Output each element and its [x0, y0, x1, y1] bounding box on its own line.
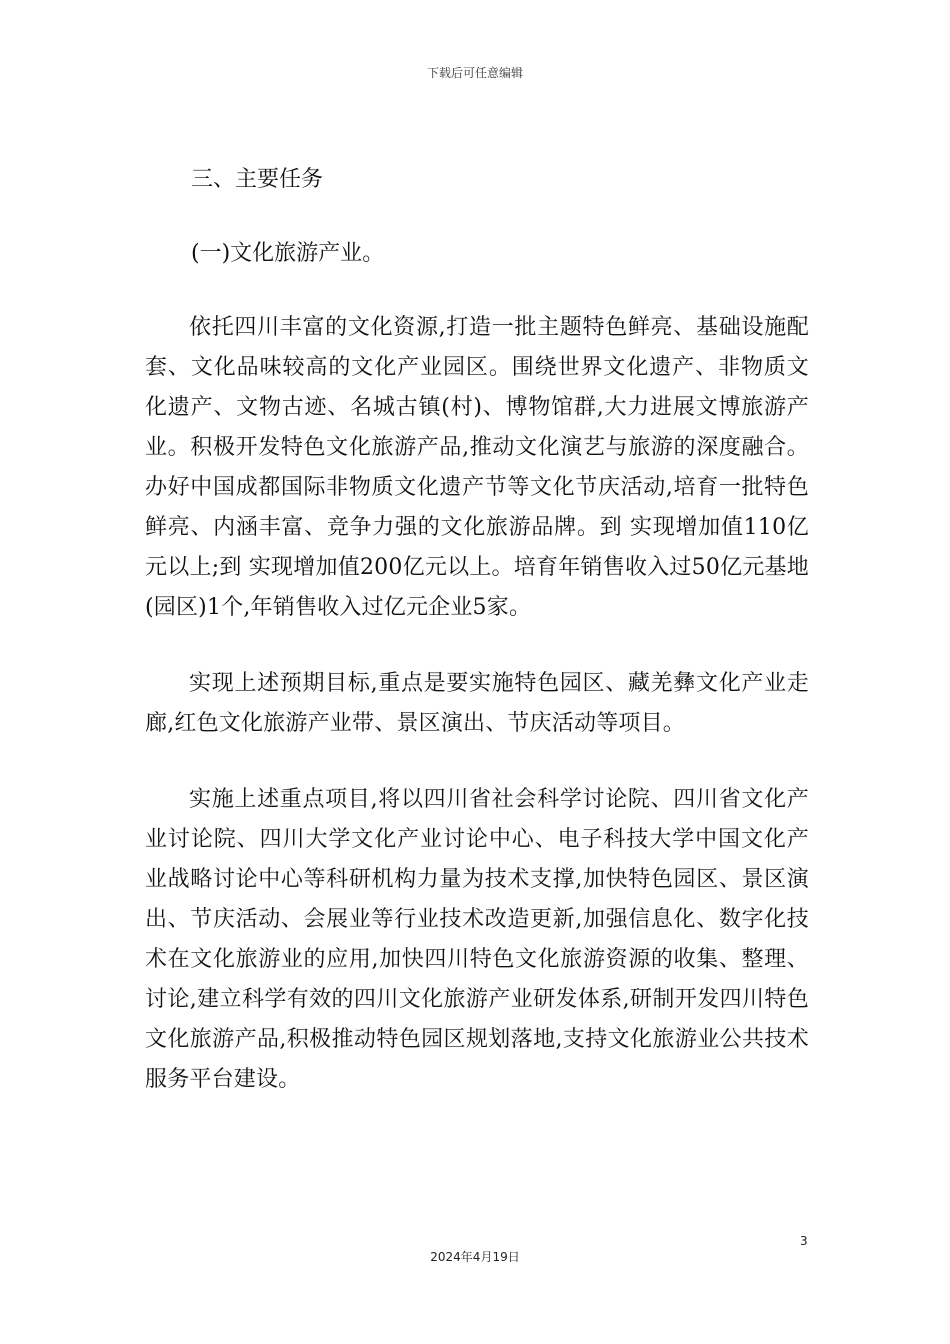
paragraph-3: 实施上述重点项目,将以四川省社会科学讨论院、四川省文化产业讨论院、四川大学文化产业讨论中心、电子科技大学中国文化产业战略讨论中心等科研机构力量为技术支撑,加快特色园区、景区演出、节庆活动、会展业等行业技术改造更新,加强信息化、数字化技术在文化旅游业的应用,加快四川特色文化旅游资源的收集、整理、讨论,建立科学有效的四川文化旅游产业研发体系,研制开发四川特色文化旅游产品,积极推动特色园区规划落地,支持文化旅游业公共技术服务平台建设。 [145, 787, 809, 1092]
page-header-note: 下载后可任意编辑 [426, 66, 523, 80]
document-body [145, 160, 809, 1136]
paragraph-2: 实现上述预期目标,重点是要实施特色园区、藏羌彝文化产业走廊,红色文化旅游产业带、景区演出、节庆活动等项目。 [145, 671, 809, 736]
footer-date: 2024年4月19日 [430, 1250, 520, 1264]
section-title: 三、主要任务 [191, 167, 324, 192]
subsection-title: (一)文化旅游产业。 [191, 241, 385, 266]
page-number: 3 [800, 1234, 808, 1248]
paragraph-1: 依托四川丰富的文化资源,打造一批主题特色鲜亮、基础设施配套、文化品味较高的文化产业园区。围绕世界文化遗产、非物质文化遗产、文物古迹、名城古镇(村)、博物馆群,大力进展文博旅游产业。积极开发特色文化旅游产品,推动文化演艺与旅游的深度融合。办好中国成都国际非物质文化遗产节等文化节庆活动,培育一批特色鲜亮、内涵丰富、竞争力强的文化旅游品牌。到 实现增加值110亿元以上;到 实现增加值200亿元以上。培育年销售收入过50亿元基地(园区)1个,年销售收入过亿元企业5家。 [145, 315, 809, 620]
